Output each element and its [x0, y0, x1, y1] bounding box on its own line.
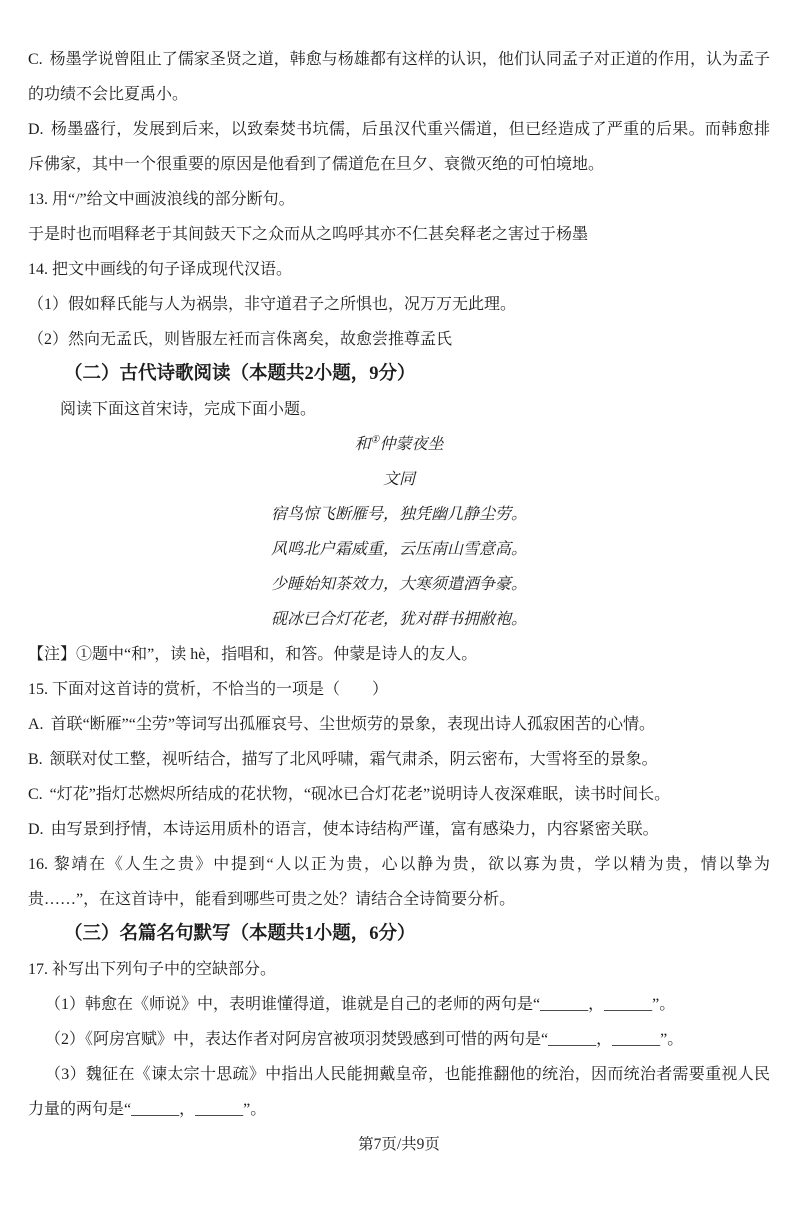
- section-heading-dictation: （三）名篇名句默写（本题共1小题，6分）: [64, 924, 416, 944]
- question14-item-2: （2）然向无孟氏，则皆服左衽而言侏离矣，故愈尝推尊孟氏: [28, 331, 453, 348]
- option-label: A.: [28, 716, 44, 733]
- question13-stem: 13. 用“/”给文中画波浪线的部分断句。: [28, 191, 295, 208]
- question15-stem: 15. 下面对这首诗的赏析，不恰当的一项是（ ）: [28, 681, 389, 698]
- option-label: D.: [28, 121, 44, 138]
- option-label: D.: [28, 821, 44, 838]
- question15-option-b: [28, 742, 770, 777]
- question17-item-3: （3）魏征在《谏太宗十思疏》中指出人民能拥戴皇帝，也能推翻他的统治，因而统治者需要重视人民力量的两句是“______，______”。: [28, 1066, 770, 1118]
- poem-title: [28, 427, 770, 462]
- option-text: 首联“断雁”“尘劳”等词写出孤雁哀号、尘世烦劳的景象，表现出诗人孤寂困苦的心情。: [50, 716, 655, 733]
- question17-stem: 17. 补写出下列句子中的空缺部分。: [28, 961, 277, 978]
- question14-stem: 14. 把文中画线的句子译成现代汉语。: [28, 261, 293, 278]
- poem-author: 文同: [382, 471, 415, 488]
- question12-option-c: [28, 42, 770, 112]
- poem-note-marker: ①: [370, 434, 380, 446]
- question15-option-d: [28, 812, 770, 847]
- question15-option-c: [28, 777, 770, 812]
- poem-line-2: 风鸣北户霜威重，云压南山雪意高。: [270, 541, 527, 558]
- question15-option-a: [28, 707, 770, 742]
- question13-passage: 于是时也而唱释老于其间鼓天下之众而从之呜呼其亦不仁甚矣释老之害过于杨墨: [28, 226, 589, 243]
- poem-line-3: 少睡始知茶效力，大寒须遣酒争豪。: [270, 576, 527, 593]
- option-text: 杨墨盛行，发展到后来，以致秦焚书坑儒，后虽汉代重兴儒道，但已经造成了严重的后果。而韩愈排斥佛家，其中一个很重要的原因是他看到了儒道危在旦夕、衰微灭绝的可怕境地。: [28, 121, 770, 173]
- question17-item-2: （2）《阿房宫赋》中，表达作者对阿房宫被项羽焚毁感到可惜的两句是“______，______”。: [45, 1031, 684, 1048]
- poem-note: 【注】①题中“和”，读 hè，指唱和，和答。仲蒙是诗人的友人。: [28, 646, 478, 663]
- section-heading-poetry: （二）古代诗歌阅读（本题共2小题，9分）: [64, 364, 416, 384]
- poem-title-main: 和: [354, 436, 371, 453]
- option-text: 颔联对仗工整，视听结合，描写了北风呼啸，霜气肃杀，阴云密布，大雪将至的景象。: [49, 751, 658, 768]
- question16-stem: 16. 黎靖在《人生之贵》中提到“人以正为贵，心以静为贵，欲以寡为贵，学以精为贵，情以挚为贵……”，在这首诗中，能看到哪些可贵之处？请结合全诗简要分析。: [28, 856, 770, 908]
- option-label: C.: [28, 786, 43, 803]
- poem-line-4: 砚冰已合灯花老，犹对群书拥敝袍。: [270, 611, 527, 628]
- question12-option-d: [28, 112, 770, 182]
- poem-line-1: 宿鸟惊飞断雁号，独凭幽几静尘劳。: [270, 506, 527, 523]
- poetry-intro: 阅读下面这首宋诗，完成下面小题。: [60, 401, 317, 418]
- poem-title-rest: 仲蒙夜坐: [379, 436, 444, 453]
- page-number: 第7页/共9页: [358, 1136, 440, 1153]
- poem: [28, 427, 770, 637]
- question14-item-1: （1）假如释氏能与人为祸祟，非守道君子之所惧也，况万万无此理。: [28, 296, 517, 313]
- option-text: “灯花”指灯芯燃烬所结成的花状物，“砚冰已合灯花老”说明诗人夜深难眠，读书时间长。: [49, 786, 671, 803]
- question17-item-1: （1）韩愈在《师说》中，表明谁懂得道，谁就是自己的老师的两句是“______，______”。: [45, 996, 676, 1013]
- option-label: C.: [28, 51, 43, 68]
- option-text: 由写景到抒情，本诗运用质朴的语言，使本诗结构严谨，富有感染力，内容紧密关联。: [50, 821, 659, 838]
- option-label: B.: [28, 751, 43, 768]
- option-text: 杨墨学说曾阻止了儒家圣贤之道，韩愈与杨雄都有这样的认识，他们认同孟子对正道的作用，认为孟子的功绩不会比夏禹小。: [28, 51, 770, 103]
